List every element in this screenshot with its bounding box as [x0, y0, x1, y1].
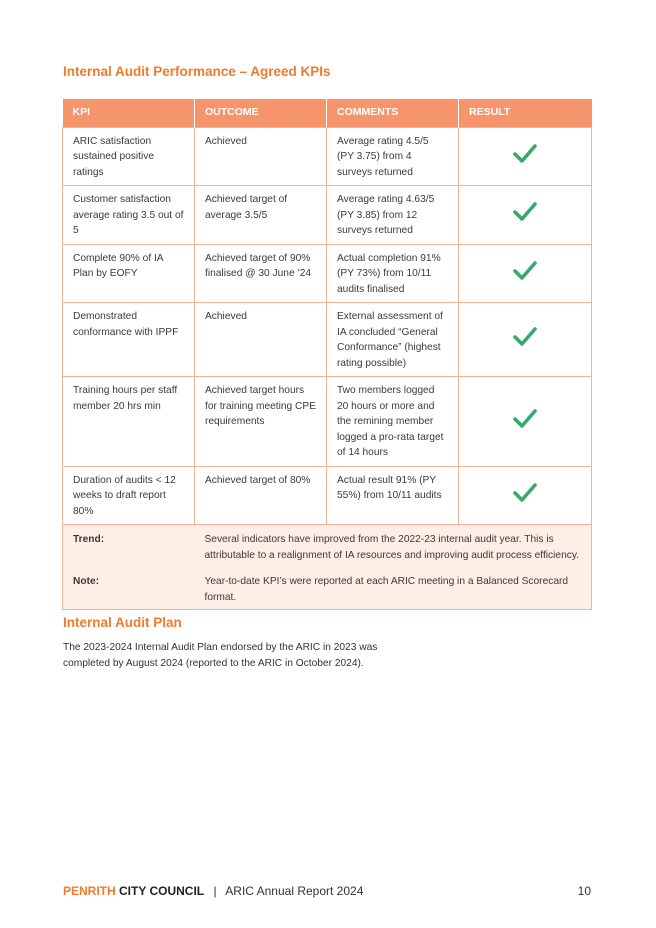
kpi-cell: Duration of audits < 12 weeks to draft report 80%: [63, 466, 195, 525]
kpi-cell: Training hours per staff member 20 hrs min: [63, 377, 195, 467]
trend-row: [63, 525, 592, 569]
checkmark-icon: [512, 201, 538, 223]
brand-city-council: CITY COUNCIL: [119, 884, 205, 898]
outcome-cell: Achieved target of 80%: [195, 466, 327, 525]
header-kpi: KPI: [63, 99, 195, 127]
comments-cell: Average rating 4.63/5 (PY 3.85) from 12 surveys returned: [327, 186, 459, 245]
comments-cell: Two members logged 20 hours or more and the remining member logged a pro-rata target of 14 hours: [327, 377, 459, 467]
kpi-cell: Customer satisfaction average rating 3.5 out of 5: [63, 186, 195, 245]
result-cell: [459, 303, 592, 377]
checkmark-icon: [512, 143, 538, 165]
checkmark-icon: [512, 326, 538, 348]
brand-penrith: PENRITH: [63, 884, 116, 898]
checkmark-icon: [512, 408, 538, 430]
table-row: [63, 466, 592, 525]
result-cell: [459, 466, 592, 525]
outcome-cell: Achieved target of average 3.5/5: [195, 186, 327, 245]
table-row: [63, 377, 592, 467]
table-header-row: [63, 99, 592, 127]
result-cell: [459, 186, 592, 245]
audit-plan-paragraph: The 2023-2024 Internal Audit Plan endorsed by the ARIC in 2023 was completed by August 2024 (reported to the ARIC in October 2024).: [63, 642, 378, 669]
trend-label: Trend:: [63, 525, 195, 569]
kpi-table: [62, 99, 592, 610]
comments-cell: Actual completion 91% (PY 73%) from 10/11 audits finalised: [327, 244, 459, 303]
checkmark-icon: [512, 482, 538, 504]
result-cell: [459, 127, 592, 186]
page-footer: [63, 884, 591, 898]
section-title-audit-plan: Internal Audit Plan: [63, 615, 182, 630]
header-outcome: OUTCOME: [195, 99, 327, 127]
table-row: [63, 127, 592, 186]
outcome-cell: Achieved target hours for training meeting CPE requirements: [195, 377, 327, 467]
kpi-cell: Demonstrated conformance with IPPF: [63, 303, 195, 377]
header-comments: COMMENTS: [327, 99, 459, 127]
checkmark-icon: [512, 260, 538, 282]
table-row: [63, 186, 592, 245]
trend-text: Several indicators have improved from the 2022-23 internal audit year. This is attributable to a realignment of IA resources and improving audit process efficiency.: [195, 525, 592, 569]
result-cell: [459, 244, 592, 303]
outcome-cell: Achieved: [195, 303, 327, 377]
page-number: 10: [577, 884, 591, 898]
header-result: RESULT: [459, 99, 592, 127]
note-row: [63, 568, 592, 610]
kpi-cell: ARIC satisfaction sustained positive ratings: [63, 127, 195, 186]
outcome-cell: Achieved target of 90% finalised @ 30 June ’24: [195, 244, 327, 303]
footer-separator: |: [213, 884, 217, 898]
result-cell: [459, 377, 592, 467]
comments-cell: External assessment of IA concluded “General Conformance” (highest rating possible): [327, 303, 459, 377]
note-label: Note:: [63, 568, 195, 610]
outcome-cell: Achieved: [195, 127, 327, 186]
table-row: [63, 244, 592, 303]
note-text: Year-to-date KPI’s were reported at each ARIC meeting in a Balanced Scorecard format.: [195, 568, 592, 610]
table-row: [63, 303, 592, 377]
report-title: ARIC Annual Report 2024: [225, 884, 364, 898]
section-title-kpis: Internal Audit Performance – Agreed KPIs: [63, 64, 331, 79]
comments-cell: Average rating 4.5/5 (PY 3.75) from 4 surveys returned: [327, 127, 459, 186]
comments-cell: Actual result 91% (PY 55%) from 10/11 audits: [327, 466, 459, 525]
kpi-cell: Complete 90% of IA Plan by EOFY: [63, 244, 195, 303]
